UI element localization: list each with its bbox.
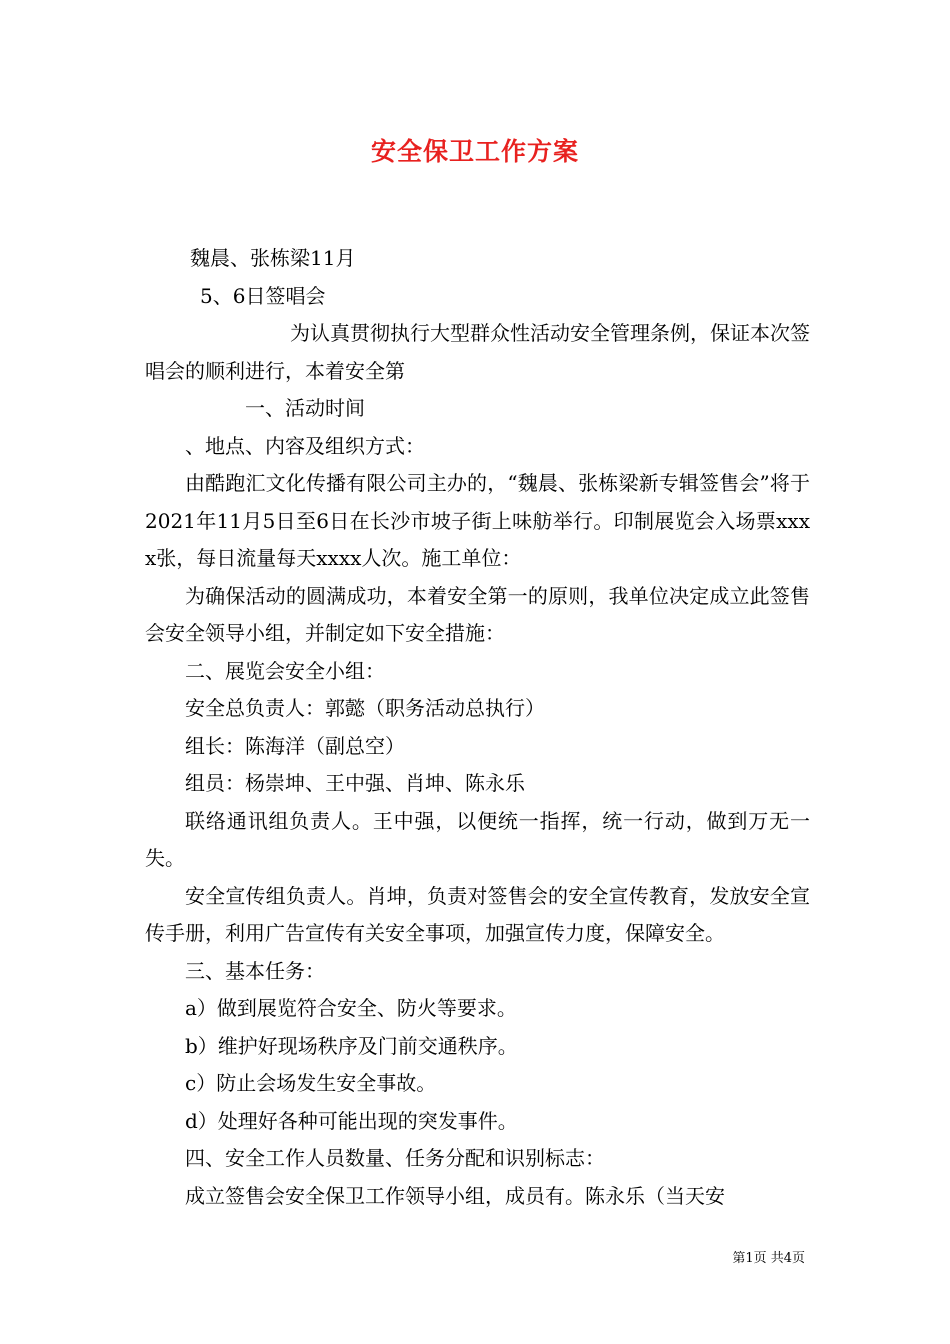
document-body: [145, 240, 810, 1215]
paragraph-10: 组长：陈海洋（副总空）: [185, 733, 405, 758]
paragraph-8: 二、展览会安全小组：: [185, 658, 385, 683]
paragraph-6: 由酷跑汇文化传播有限公司主办的，“魏晨、张栋梁新专辑签售会”将于2021年11月5日至6日在长沙市坡子街上味舫举行。印制展览会入场票xxxx张，每日流量每天xxxx人次。施工单位：: [145, 471, 810, 570]
page-number: 第1页 共4页: [732, 1251, 805, 1266]
paragraph-4: 一、活动时间: [245, 396, 365, 420]
document-title: 安全保卫工作方案: [370, 137, 579, 166]
paragraph-7: 为确保活动的圆满成功，本着安全第一的原则，我单位决定成立此签售会安全领导小组，并制定如下安全措施：: [145, 583, 810, 645]
paragraph-2: 5、6日签唱会: [200, 283, 326, 308]
paragraph-3: 为认真贯彻执行大型群众性活动安全管理条例，保证本次签唱会的顺利进行，本着安全第: [145, 321, 810, 383]
paragraph-5: 、地点、内容及组织方式：: [185, 433, 425, 458]
paragraph-16: b）维护好现场秩序及门前交通秩序。: [185, 1033, 518, 1058]
paragraph-20: 成立签售会安全保卫工作领导小组，成员有。陈永乐（当天安: [185, 1183, 725, 1208]
paragraph-9: 安全总负责人：郭懿（职务活动总执行）: [185, 696, 545, 720]
paragraph-1: 魏晨、张栋梁11月: [190, 246, 356, 270]
paragraph-14: 三、基本任务：: [185, 958, 325, 983]
paragraph-12: 联络通讯组负责人。王中强，以便统一指挥，统一行动，做到万无一失。: [145, 808, 810, 870]
paragraph-11: 组员：杨崇坤、王中强、肖坤、陈永乐: [185, 771, 525, 795]
paragraph-17: c）防止会场发生安全事故。: [185, 1071, 437, 1095]
paragraph-15: a）做到展览符合安全、防火等要求。: [185, 996, 517, 1020]
paragraph-18: d）处理好各种可能出现的突发事件。: [185, 1108, 518, 1133]
paragraph-19: 四、安全工作人员数量、任务分配和识别标志：: [185, 1146, 605, 1170]
paragraph-13: 安全宣传组负责人。肖坤，负责对签售会的安全宣传教育，发放安全宣传手册，利用广告宣传有关安全事项，加强宣传力度，保障安全。: [145, 883, 810, 945]
